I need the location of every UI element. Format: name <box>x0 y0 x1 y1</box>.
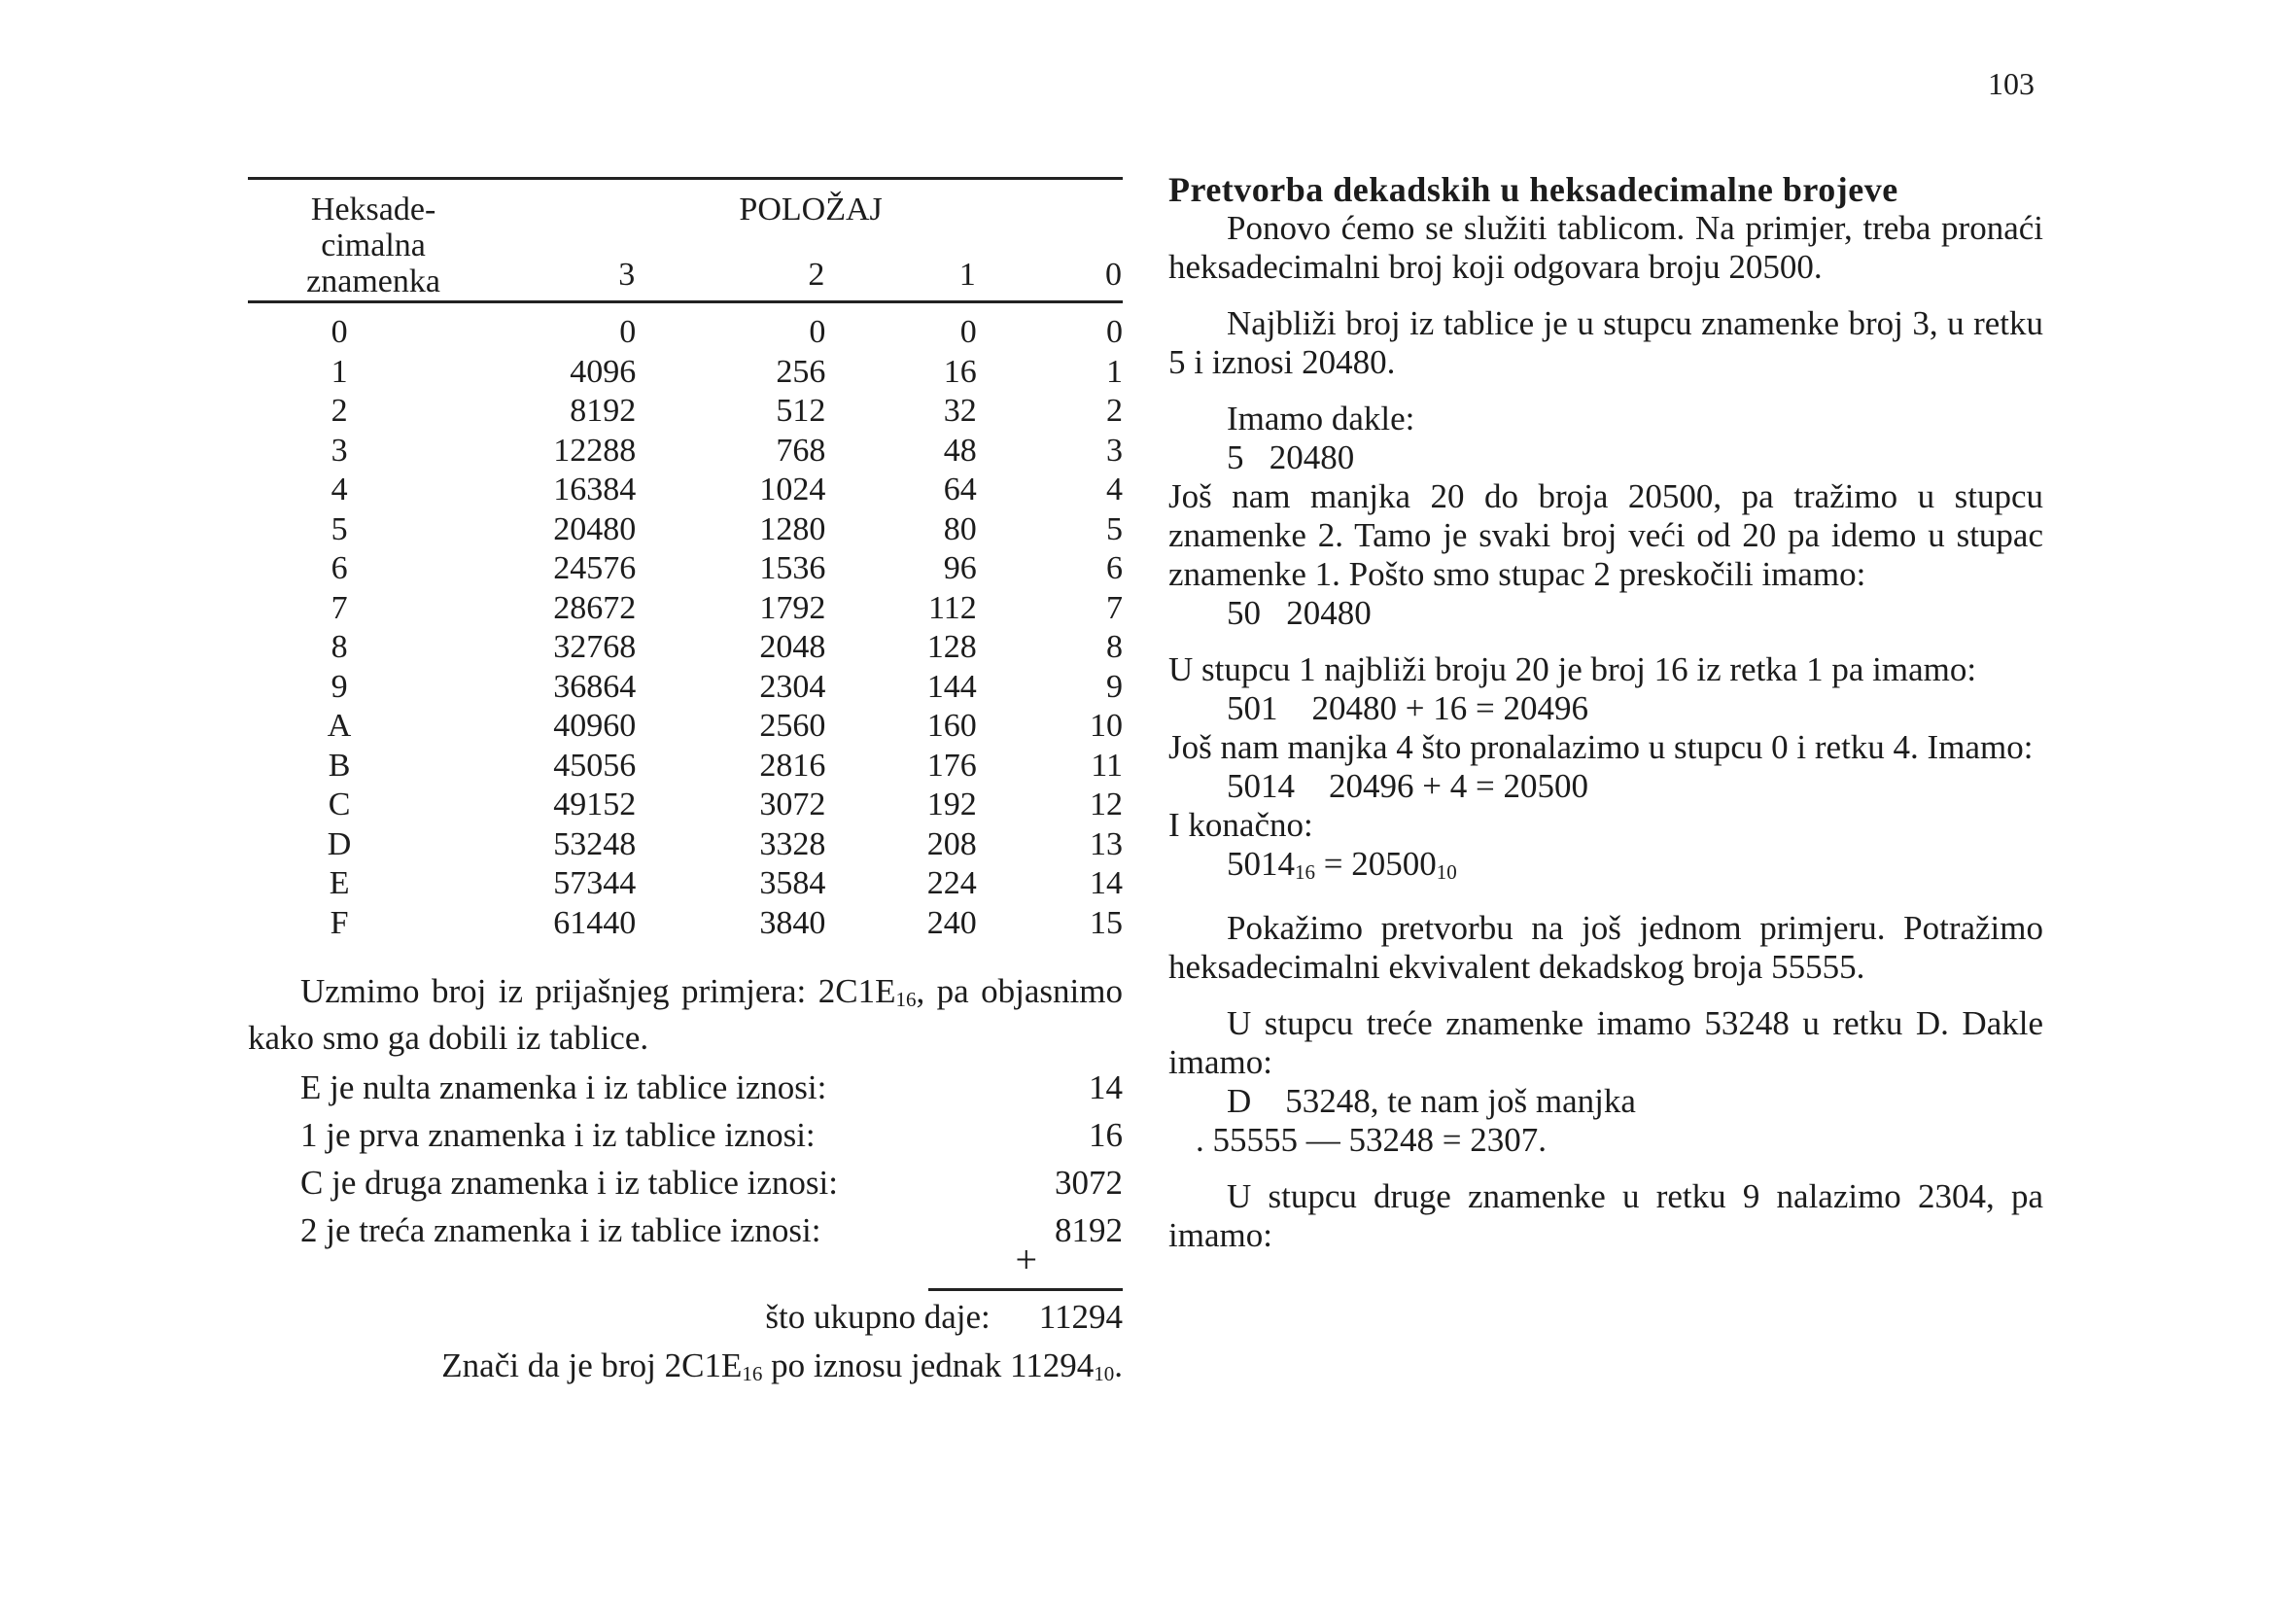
hex-digit-cell: B <box>328 747 351 784</box>
position-1-cell: 144 <box>926 668 977 705</box>
sum-row: E je nulta znamenka i iz tablice iznosi: 14 <box>300 1068 1123 1106</box>
table-row <box>248 747 1123 787</box>
position-1-cell: 224 <box>926 865 977 901</box>
position-3-cell: 4096 <box>570 353 637 390</box>
intro-paragraph: Uzmimo broj iz prijašnjeg primjera: $2C1E_{16}$, pa objasnimo kako smo ga dobili iz tablice. <box>248 972 1123 1057</box>
position-0-cell: 1 <box>1106 353 1123 390</box>
position-3-cell: 53248 <box>553 825 637 862</box>
position-2-cell: 3840 <box>759 904 826 941</box>
hex-digit-cell: 0 <box>330 314 348 350</box>
paragraph: Ponovo ćemo se služiti tablicom. Na primjer, treba pronaći heksadecimalni broj koji odgovara broju 20500. <box>1168 209 2043 286</box>
paragraph: Imamo dakle: <box>1227 400 1415 437</box>
position-2-cell: 0 <box>809 314 826 350</box>
sum-row: 1 je prva znamenka i iz tablice iznosi: 16 <box>300 1116 1123 1154</box>
position-3-cell: 40960 <box>553 708 637 744</box>
header-position: POLOŽAJ <box>739 192 883 227</box>
table-row <box>248 549 1123 589</box>
table-row <box>248 864 1123 904</box>
position-1-cell: 176 <box>926 747 977 784</box>
position-1-cell: 32 <box>943 393 977 429</box>
conclusion-line: Znači da je broj $2C1E_{16}$ po iznosu jednak $11294_{10}$. <box>441 1346 1123 1385</box>
position-3-cell: 20480 <box>553 510 637 547</box>
position-1-cell: 192 <box>926 787 977 822</box>
calculation-line: D 53248, te nam još manjka <box>1227 1082 1636 1120</box>
position-0-cell: 12 <box>1090 787 1123 822</box>
plus-sign: + <box>1015 1238 1037 1281</box>
position-1-cell: 16 <box>943 353 977 390</box>
hex-digit-cell: 6 <box>330 550 348 586</box>
position-0-cell: 15 <box>1090 904 1123 941</box>
table-row <box>248 668 1123 708</box>
position-2-cell: 1536 <box>759 550 826 586</box>
paragraph: U stupcu 1 najbliži broju 20 je broj 16 iz retka 1 pa imamo: <box>1168 650 1977 688</box>
position-1-cell: 240 <box>926 904 977 941</box>
calculation-line: 50 20480 <box>1227 594 1372 632</box>
hex-digit-cell: 1 <box>330 353 348 390</box>
hex-digit-cell: 9 <box>330 668 348 705</box>
header-position-2: 2 <box>808 257 825 293</box>
section-title: Pretvorba dekadskih u heksadecimalne brojeve <box>1168 170 1898 209</box>
position-1-cell: 96 <box>943 550 977 586</box>
position-0-cell: 9 <box>1106 668 1123 705</box>
total-row: što ukupno daje: 11294 <box>765 1298 1123 1336</box>
position-2-cell: 2816 <box>759 747 826 784</box>
position-1-cell: 64 <box>943 472 977 507</box>
position-2-cell: 2048 <box>759 629 826 665</box>
paragraph: Još nam manjka 4 što pronalazimo u stupcu 0 i retku 4. Imamo: <box>1168 728 2034 766</box>
position-3-cell: 0 <box>619 314 637 350</box>
position-3-cell: 12288 <box>553 432 637 469</box>
position-0-cell: 13 <box>1090 825 1123 862</box>
table-row <box>248 589 1123 629</box>
position-0-cell: 5 <box>1106 510 1123 547</box>
calculation-line: 5 20480 <box>1227 438 1355 476</box>
calculation-line: . 55555 — 53248 = 2307. <box>1196 1121 1547 1159</box>
position-3-cell: 8192 <box>570 393 637 429</box>
position-0-cell: 14 <box>1090 865 1123 901</box>
hex-digit-cell: 8 <box>330 629 348 665</box>
table-row <box>248 904 1123 944</box>
hex-digit-cell: F <box>330 904 349 941</box>
position-2-cell: 3072 <box>759 787 826 822</box>
position-1-cell: 80 <box>943 510 977 547</box>
table-row <box>248 432 1123 472</box>
position-3-cell: 49152 <box>553 787 637 822</box>
position-0-cell: 10 <box>1090 708 1123 744</box>
position-0-cell: 7 <box>1106 589 1123 626</box>
header-position-3: 3 <box>618 257 636 293</box>
header-position-0: 0 <box>1105 257 1122 293</box>
hex-digit-cell: E <box>329 865 350 901</box>
calculation-line: $5014_{16} = 20500_{10}$ <box>1227 845 1457 884</box>
position-3-cell: 36864 <box>553 668 637 705</box>
position-0-cell: 0 <box>1106 314 1123 350</box>
table-row <box>248 786 1123 825</box>
hex-digit-cell: 3 <box>330 432 348 469</box>
position-2-cell: 768 <box>776 432 826 469</box>
table-row <box>248 825 1123 865</box>
page-number: 103 <box>1988 66 2035 101</box>
hex-digit-cell: 4 <box>330 472 348 507</box>
hex-digit-cell: C <box>328 787 351 822</box>
position-2-cell: 1280 <box>759 510 826 547</box>
table-row <box>248 707 1123 747</box>
position-0-cell: 4 <box>1106 472 1123 507</box>
paragraph: Pokažimo pretvorbu na još jednom primjeru. Potražimo heksadecimalni ekvivalent dekadskog broja 55555. <box>1168 909 2043 986</box>
table-row <box>248 392 1123 432</box>
position-1-cell: 128 <box>926 629 977 665</box>
position-2-cell: 1024 <box>759 472 826 507</box>
paragraph: U stupcu druge znamenke u retku 9 nalazimo 2304, pa imamo: <box>1168 1177 2043 1254</box>
position-3-cell: 61440 <box>553 904 637 941</box>
position-0-cell: 6 <box>1106 550 1123 586</box>
position-3-cell: 28672 <box>553 589 637 626</box>
position-1-cell: 208 <box>926 825 977 862</box>
position-1-cell: 0 <box>959 314 977 350</box>
position-2-cell: 3328 <box>759 825 826 862</box>
position-3-cell: 32768 <box>553 629 637 665</box>
sum-rule <box>248 1238 1123 1293</box>
position-0-cell: 8 <box>1106 629 1123 665</box>
paragraph: Najbliži broj iz tablice je u stupcu znamenke broj 3, u retku 5 i iznosi 20480. <box>1168 304 2043 381</box>
table-row <box>248 471 1123 510</box>
sum-row: C je druga znamenka i iz tablice iznosi: 3072 <box>300 1164 1123 1202</box>
position-2-cell: 1792 <box>759 589 826 626</box>
position-2-cell: 3584 <box>759 865 826 901</box>
calculation-line: 501 20480 + 16 = 20496 <box>1227 689 1588 727</box>
position-2-cell: 256 <box>776 353 826 390</box>
right-column <box>1168 170 2043 1255</box>
paragraph: I konačno: <box>1168 806 1313 844</box>
position-3-cell: 16384 <box>553 472 637 507</box>
header-position-1: 1 <box>958 257 976 293</box>
hex-digit-cell: 5 <box>330 510 348 547</box>
hex-digit-cell: 2 <box>330 393 348 429</box>
table-row <box>248 510 1123 550</box>
sum-underline <box>928 1288 1123 1291</box>
header-hex-digit: Heksade- cimalna znamenka <box>306 192 440 299</box>
position-1-cell: 160 <box>926 708 977 744</box>
sum-list <box>248 1064 1123 1254</box>
position-3-cell: 24576 <box>553 550 637 586</box>
position-0-cell: 2 <box>1106 393 1123 429</box>
position-2-cell: 2560 <box>759 708 826 744</box>
position-1-cell: 112 <box>927 589 977 626</box>
hex-position-table <box>248 177 1123 943</box>
hex-digit-cell: 7 <box>330 589 348 626</box>
hex-digit-cell: D <box>327 825 352 862</box>
position-1-cell: 48 <box>943 432 977 469</box>
table-row <box>248 353 1123 393</box>
position-3-cell: 45056 <box>553 747 637 784</box>
table-row <box>248 302 1123 353</box>
position-0-cell: 11 <box>1091 747 1123 784</box>
sum-row: 2 je treća znamenka i iz tablice iznosi: 8192 <box>300 1211 1123 1249</box>
paragraph: U stupcu treće znamenke imamo 53248 u retku D. Dakle imamo: <box>1168 1004 2043 1081</box>
position-2-cell: 2304 <box>759 668 826 705</box>
position-0-cell: 3 <box>1106 432 1123 469</box>
paragraph: Još nam manjka 20 do broja 20500, pa tražimo u stupcu znamenke 2. Tamo je svaki broj veći od 20 pa idemo u stupac znamenke 1. Pošto smo stupac 2 preskočili imamo: <box>1168 477 2043 593</box>
hex-digit-cell: A <box>327 708 352 744</box>
position-3-cell: 57344 <box>553 865 637 901</box>
table-row <box>248 628 1123 668</box>
position-2-cell: 512 <box>776 393 826 429</box>
calculation-line: 5014 20496 + 4 = 20500 <box>1227 767 1588 805</box>
left-column <box>248 177 1123 1398</box>
